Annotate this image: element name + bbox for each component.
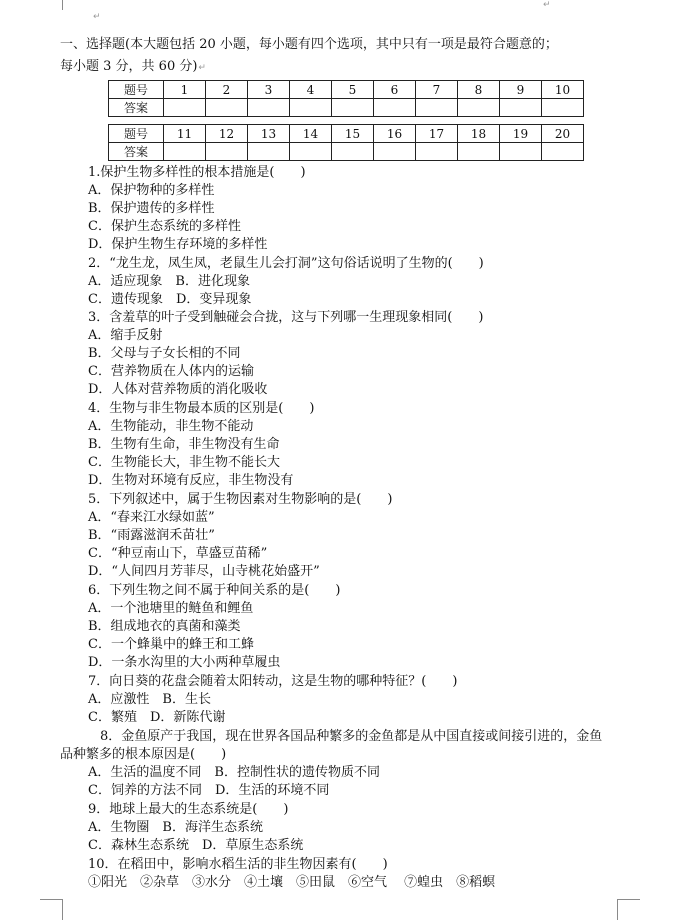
table-cell-number: 17: [416, 125, 458, 143]
table-row: [109, 81, 584, 99]
question-10-stem: 10．在稻田中，影响水稻生活的非生物因素有( ): [88, 857, 388, 872]
table-cell-number: 6: [374, 81, 416, 99]
table-cell-number: 18: [458, 125, 500, 143]
answer-cell[interactable]: [164, 143, 206, 161]
question-5-option-d: D．“人间四月芳菲尽，山寺桃花始盛开”: [88, 564, 320, 579]
table-cell-number: 12: [206, 125, 248, 143]
question-4-option-a: A．生物能动，非生物不能动: [88, 419, 254, 434]
question-5-stem: 5．下列叙述中，属于生物因素对生物影响的是( ): [88, 492, 393, 507]
question-9-options-cd: C．森林生态系统 D．草原生态系统: [88, 838, 304, 853]
question-10-choices: ①阳光 ②杂草 ③水分 ④土壤 ⑤田鼠 ⑥空气 ⑦蝗虫 ⑧稻螟: [88, 875, 496, 890]
question-8-stem: 8．金鱼原产于我国，现在世界各国品种繁多的金鱼都是从中国直接或间接引进的，金鱼: [100, 729, 603, 744]
answer-cell[interactable]: [374, 99, 416, 117]
crop-mark-bottom-right: [617, 899, 640, 920]
section-heading-continuation: 每小题 3 分，共 60 分)↵: [60, 59, 206, 74]
question-1-option-b: B．保护遗传的多样性: [88, 201, 215, 216]
question-1-option-d: D．保护生物生存环境的多样性: [88, 237, 268, 252]
question-8-stem-continued: 品种繁多的根本原因是( ): [60, 747, 227, 762]
table-cell-number: 8: [458, 81, 500, 99]
question-6-stem: 6．下列生物之间不属于种间关系的是( ): [88, 583, 341, 598]
paragraph-mark: ↵: [93, 12, 101, 22]
question-4-option-b: B．生物有生命，非生物没有生命: [88, 437, 280, 452]
question-1-stem: 1.保护生物多样性的根本措施是( ): [88, 165, 306, 180]
answer-cell[interactable]: [248, 99, 290, 117]
answer-cell[interactable]: [290, 99, 332, 117]
question-4-stem: 4．生物与非生物最本质的区别是( ): [88, 401, 315, 416]
table-row: [109, 125, 584, 143]
question-3-option-b: B．父母与子女长相的不同: [88, 346, 241, 361]
answer-cell[interactable]: [542, 99, 584, 117]
table-row: [109, 99, 584, 117]
paragraph-mark: ↵: [543, 0, 551, 10]
table-cell-number: 7: [416, 81, 458, 99]
question-3-stem: 3．含羞草的叶子受到触碰会合拢，这与下列哪一生理现象相同( ): [88, 310, 484, 325]
question-8-options-ab: A．生活的温度不同 B．控制性状的遗传物质不同: [88, 765, 380, 780]
answer-cell[interactable]: [206, 99, 248, 117]
question-5-option-a: A．“春来江水绿如蓝”: [88, 510, 215, 525]
question-9-options-ab: A．生物圈 B．海洋生态系统: [88, 820, 263, 835]
table-cell-number: 4: [290, 81, 332, 99]
question-4-option-d: D．生物对环境有反应，非生物没有: [88, 473, 294, 488]
table-cell-number: 10: [542, 81, 584, 99]
answer-table-2: [108, 124, 584, 161]
question-6-option-c: C．一个蜂巢中的蜂王和工蜂: [88, 637, 254, 652]
answer-cell[interactable]: [164, 99, 206, 117]
section-heading: [60, 36, 630, 54]
answer-cell[interactable]: [500, 143, 542, 161]
table-cell-number: 20: [542, 125, 584, 143]
question-5-option-c: C．“种豆南山下，草盛豆苗稀”: [88, 546, 268, 561]
answer-cell[interactable]: [416, 99, 458, 117]
question-8-options-cd: C．饲养的方法不同 D．生活的环境不同: [88, 783, 330, 798]
question-7-options-cd: C．繁殖 D．新陈代谢: [88, 710, 226, 725]
table-cell-number: 13: [248, 125, 290, 143]
table-header-answer: 答案: [109, 99, 164, 117]
question-2-stem: 2．“龙生龙，凤生凤，老鼠生儿会打洞”这句俗话说明了生物的( ): [88, 256, 484, 271]
answer-cell[interactable]: [458, 99, 500, 117]
answer-table-1: [108, 80, 584, 117]
table-cell-number: 15: [332, 125, 374, 143]
question-5-option-b: B．“雨露滋润禾苗壮”: [88, 528, 215, 543]
question-4-option-c: C．生物能长大，非生物不能长大: [88, 455, 280, 470]
question-7-stem: 7．向日葵的花盘会随着太阳转动，这是生物的哪种特征？( ): [88, 674, 458, 689]
table-header-number: 题号: [109, 125, 164, 143]
question-7-options-ab: A．应激性 B．生长: [88, 692, 211, 707]
table-cell-number: 5: [332, 81, 374, 99]
question-6-option-a: A．一个池塘里的鲢鱼和鲤鱼: [88, 601, 254, 616]
table-cell-number: 9: [500, 81, 542, 99]
answer-cell[interactable]: [416, 143, 458, 161]
table-cell-number: 19: [500, 125, 542, 143]
table-cell-number: 3: [248, 81, 290, 99]
crop-mark-bottom-left: [40, 899, 63, 920]
section-heading-text: 一、选择题(本大题包括 20 小题，每小题有四个选项，其中只有一项是最符合题意的；: [60, 37, 558, 52]
answer-cell[interactable]: [458, 143, 500, 161]
question-3-option-c: C．营养物质在人体内的运输: [88, 364, 254, 379]
table-header-answer: 答案: [109, 143, 164, 161]
answer-cell[interactable]: [500, 99, 542, 117]
question-3-option-d: D．人体对营养物质的消化吸收: [88, 382, 268, 397]
table-row: [109, 143, 584, 161]
question-6-option-d: D．一条水沟里的大小两种草履虫: [88, 655, 281, 670]
question-6-option-b: B．组成地衣的真菌和藻类: [88, 619, 241, 634]
question-1-option-a: A．保护物种的多样性: [88, 183, 215, 198]
answer-cell[interactable]: [290, 143, 332, 161]
question-1-option-c: C．保护生态系统的多样性: [88, 219, 241, 234]
table-cell-number: 1: [164, 81, 206, 99]
table-cell-number: 16: [374, 125, 416, 143]
question-9-stem: 9．地球上最大的生态系统是( ): [88, 802, 289, 817]
question-2-options-cd: C．遗传现象 D．变异现象: [88, 292, 252, 307]
table-cell-number: 2: [206, 81, 248, 99]
answer-cell[interactable]: [332, 143, 374, 161]
answer-cell[interactable]: [206, 143, 248, 161]
answer-cell[interactable]: [248, 143, 290, 161]
question-2-options-ab: A．适应现象 B．进化现象: [88, 274, 250, 289]
table-cell-number: 14: [290, 125, 332, 143]
answer-cell[interactable]: [332, 99, 374, 117]
answer-cell[interactable]: [374, 143, 416, 161]
table-cell-number: 11: [164, 125, 206, 143]
answer-cell[interactable]: [542, 143, 584, 161]
question-3-option-a: A．缩手反射: [88, 328, 163, 343]
table-header-number: 题号: [109, 81, 164, 99]
crop-mark-top-left: [40, 0, 63, 10]
